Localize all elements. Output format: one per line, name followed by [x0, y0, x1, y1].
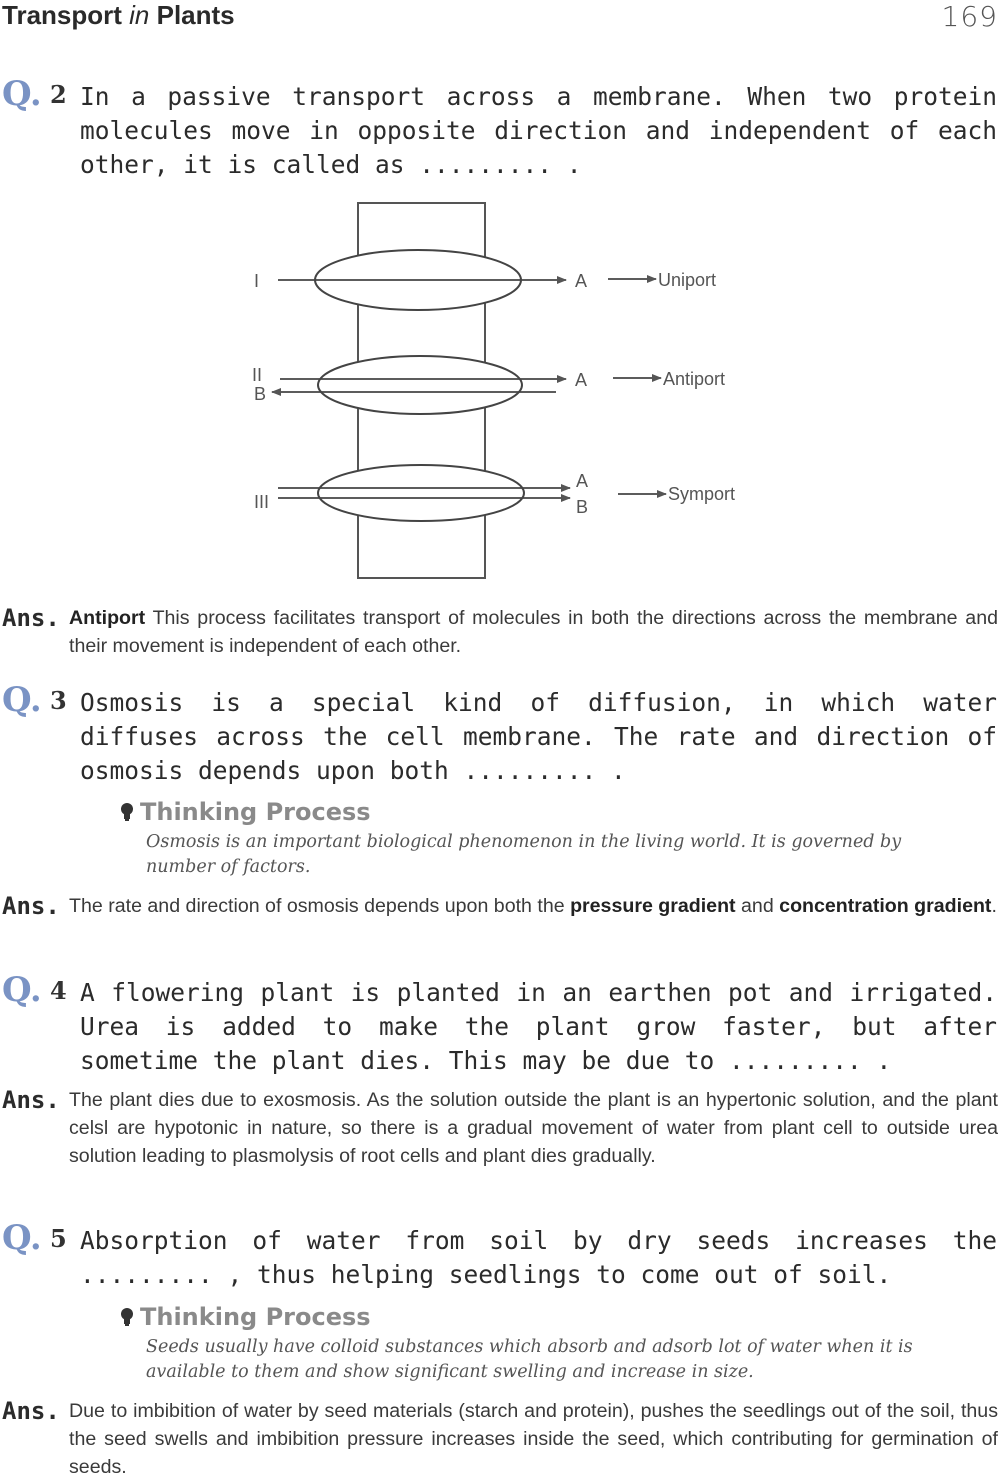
question-number: 4: [50, 976, 67, 1005]
question-number: 5: [50, 1224, 67, 1253]
molecule-label-left: B: [254, 384, 267, 404]
answer-label: Ans.: [2, 604, 60, 632]
answer-label: Ans.: [2, 1397, 60, 1425]
row-label: II: [252, 365, 263, 385]
symport-row: [254, 465, 735, 521]
question-label: Q.: [2, 680, 42, 720]
answer-4: The plant dies due to exosmosis. As the solution outside the plant is an hypertonic solution, and the plant celsl are hypotonic in nature, so there is a gradual movement of water from plant cell to outside urea solution leading to plasmolysis of root cells and plant dies gradually.: [69, 1089, 998, 1167]
question-text: In a passive transport across a membrane. When two protein molecules move in opposite direction and independent of each other, it is called as ......... .: [80, 82, 997, 179]
question-label: Q.: [2, 1218, 42, 1258]
row-label: I: [254, 271, 260, 291]
question-label: Q.: [2, 970, 42, 1010]
thinking-process-text: Osmosis is an important biological phenomenon in the living world. It is governed by number of factors.: [146, 832, 902, 877]
question-number: 2: [50, 80, 67, 109]
transport-diagram: [240, 200, 780, 585]
result-label: Uniport: [658, 270, 717, 290]
result-label: Symport: [668, 484, 736, 504]
thinking-process-5: [120, 1303, 950, 1385]
answer-label: Ans.: [2, 1086, 60, 1114]
result-label: Antiport: [663, 369, 726, 389]
lightbulb-icon: [120, 802, 134, 822]
carrier-protein: [318, 465, 524, 521]
answer-2: Antiport This process facilitates transport of molecules in both the directions across the membrane and their movement is independent of each other.: [69, 607, 998, 657]
uniport-row: [254, 250, 716, 310]
running-head: [0, 0, 998, 40]
lightbulb-icon: [120, 1307, 134, 1327]
question-text: Absorption of water from soil by dry seeds increases the ......... , thus helping seedlings to come out of soil.: [80, 1226, 997, 1289]
antiport-row: [252, 356, 725, 414]
thinking-process-text: Seeds usually have colloid substances which absorb and adsorb lot of water when it is available to them and show significant swelling and increase in size.: [146, 1337, 913, 1382]
answer-5: Due to imbibition of water by seed materials (starch and protein), pushes the seedlings out of the soil, thus the seed swells and imbibition pressure increases inside the seed, which contributing for germination of seeds.: [69, 1400, 998, 1478]
page-number: 169: [941, 0, 998, 33]
answer-3: The rate and direction of osmosis depends upon both the pressure gradient and concentration gradient.: [69, 895, 997, 917]
row-label: III: [254, 492, 270, 512]
chapter-title: Transport in Plants: [2, 0, 235, 30]
molecule-label: A: [575, 370, 588, 390]
question-number: 3: [50, 686, 67, 715]
molecule-label: A: [575, 271, 588, 291]
molecule-label: B: [576, 497, 589, 517]
molecule-label: A: [576, 471, 589, 491]
carrier-protein: [318, 356, 522, 414]
question-text: A flowering plant is planted in an earthen pot and irrigated. Urea is added to make the plant grow faster, but after sometime the plant dies. This may be due to ......... .: [80, 978, 997, 1075]
question-label: Q.: [2, 74, 42, 114]
question-text: Osmosis is a special kind of diffusion, in which water diffuses across the cell membrane. The rate and direction of osmosis depends upon both ......... .: [80, 688, 997, 785]
answer-label: Ans.: [2, 892, 60, 920]
thinking-process-3: [120, 798, 950, 880]
thinking-process-heading: Thinking Process: [120, 798, 950, 826]
thinking-process-heading: Thinking Process: [120, 1303, 950, 1331]
